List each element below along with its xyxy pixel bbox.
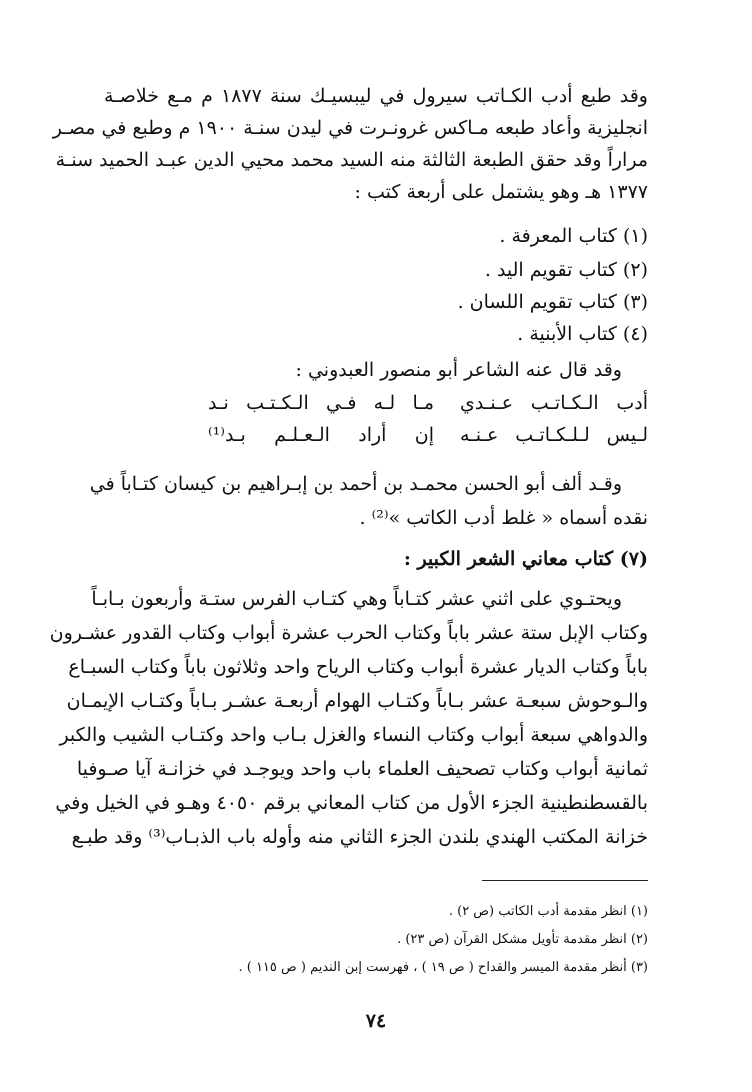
book-list-item: (٢) كتاب تقويم اليد . [484,259,648,281]
book-list-item: (١) كتاب المعرفة . [499,225,648,247]
page-number: ٧٤ [365,1010,387,1032]
footnote-divider [482,880,648,881]
body-line: مراراً وقد حقق الطبعة الثالثة منه السيد محمد محيي الدين عبـد الحميد سنـة [55,149,648,171]
verse-hemistich: أدب الـكـاتـب عـنـدي [460,392,648,414]
verse-hemistich: لـيس لـلـكـاتـب عـنـه [460,424,648,446]
book-list-item: (٣) كتاب تقويم اللسان . [457,291,648,313]
body-line: ثمانية أبواب وكتاب تصحيف العلماء باب واحد ويوجـد في خزانـة آيا صـوفيا [76,758,648,780]
body-line: باباً وكتاب الديار عشرة أبواب وكتاب الرياح واحد وثلاثون باباً وكتاب السبـاع [68,656,648,678]
body-line: وكتاب الإبل ستة عشر باباً وكتاب الحرب عشرة أبواب وكتاب القدور عشـرون [49,622,648,644]
body-line: وقد طبع أدب الكـاتب سيرول في ليبسيـك سنة ١٨٧٧ م مـع خلاصـة [104,85,648,107]
poet-intro: وقد قال عنه الشاعر أبو منصور العبدوني : [295,359,622,381]
footnote: (٣) أنظر مقدمة الميسر والقداح ( ص ١٩ ) ، فهرست إبن النديم ( ص ١١٥ ) . [238,960,648,975]
section-heading: (٧) كتاب معاني الشعر الكبير : [403,548,648,570]
body-line: ١٣٧٧ هـ وهو يشتمل على أربعة كتب : [354,181,648,203]
body-line: نقده أسماه « غلط أدب الكاتب »⁽²⁾ . [359,507,648,529]
verse-hemistich: إن أراد الـعـلـم بـد⁽¹⁾ [208,424,434,446]
body-line: والدواهي سبعة أبواب وكتاب النساء والغزل بـاب واحد وكتـاب الشيب والكبر [59,724,648,746]
body-line: خزانة المكتب الهندي بلندن الجزء الثاني منه وأوله باب الذبـاب⁽³⁾ وقد طبـع [71,826,648,848]
body-line: ويحتـوي على اثني عشر كتـاباً وهي كتـاب الفرس ستـة وأربعون بـابـاً [91,588,622,610]
footnote: (٢) انظر مقدمة تأويل مشكل القرآن (ص ٢٣) . [397,932,648,947]
body-line: بالقسطنطينية الجزء الأول من كتاب المعاني برقم ٤٠٥٠ وهـو في الخيل وفي [55,792,648,814]
body-line: والـوحوش سبعـة عشر بـاباً وكتـاب الهوام أربعـة عشـر بـاباً وكتـاب الإيمـان [66,690,648,712]
body-line: انجليزية وأعاد طبعه مـاكس غرونـرت في ليدن سنـة ١٩٠٠ م وطبع في مصـر [52,117,648,139]
footnote: (١) انظر مقدمة أدب الكاتب (ص ٢) . [448,904,648,919]
body-line: وقـد ألف أبو الحسن محمـد بن أحمد بن إبـراهيم بن كيسان كتـاباً في [89,473,622,495]
book-list-item: (٤) كتاب الأبنية . [517,323,648,345]
verse-hemistich: مـا لـه فـي الـكـتـب نـد [208,392,434,414]
